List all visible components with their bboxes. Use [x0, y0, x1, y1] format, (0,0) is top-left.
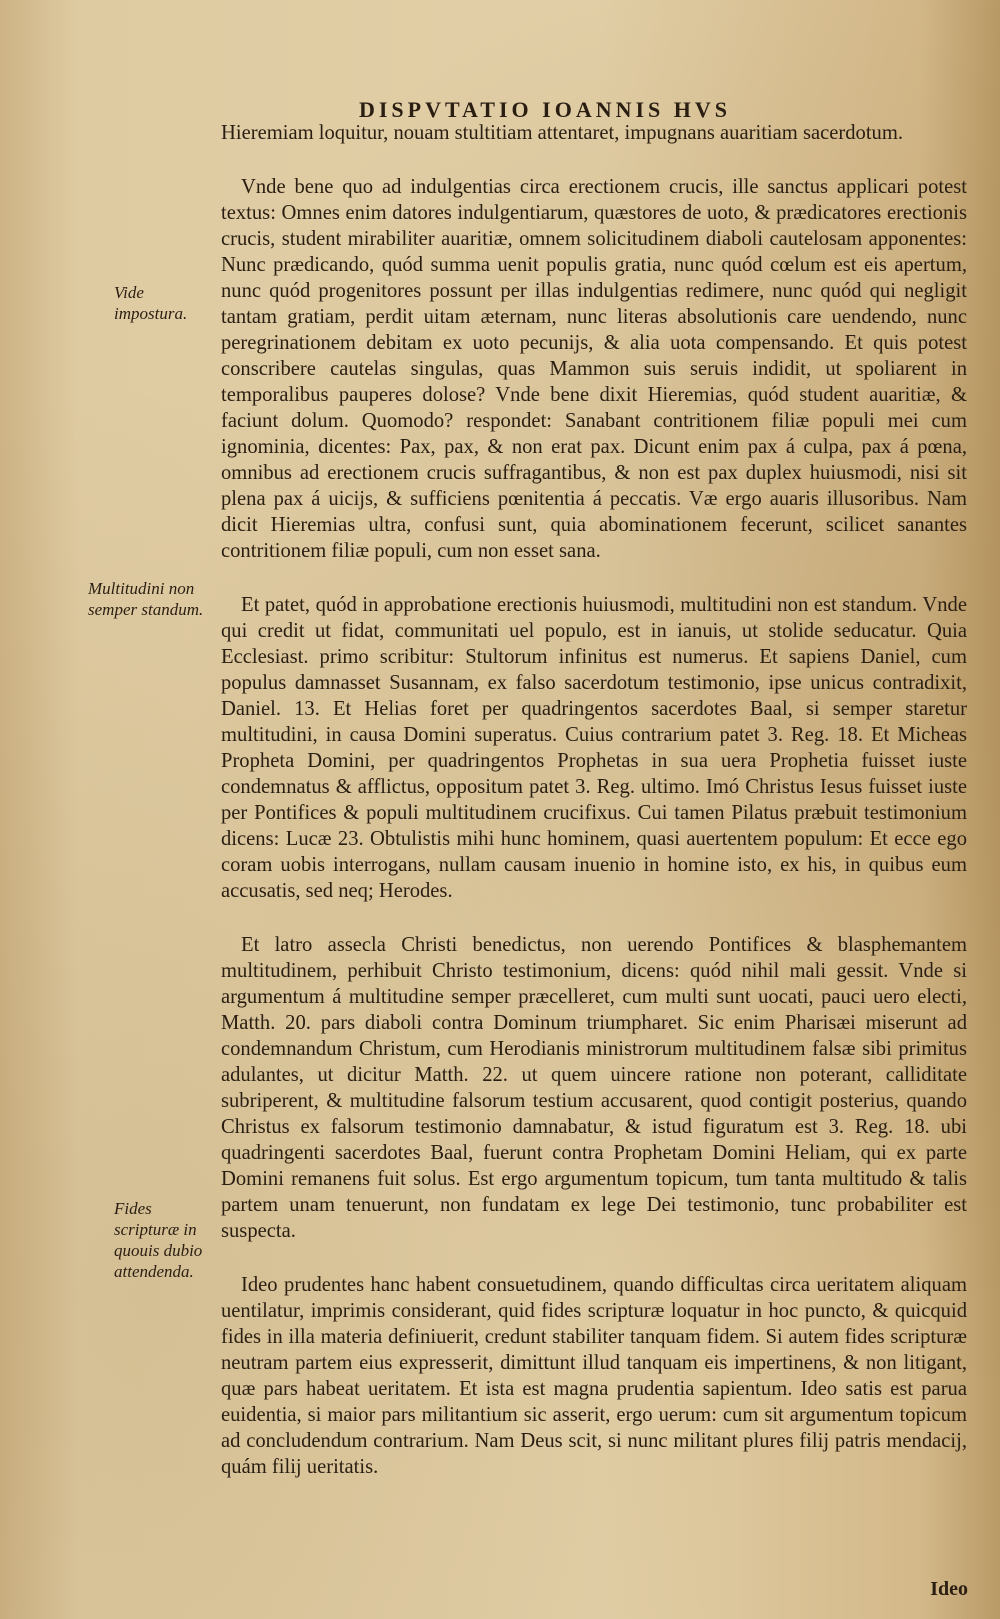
margin-note-3: Fides scripturæ in quouis dubio attendenda.: [114, 1199, 203, 1281]
paragraph-2: Vnde bene quo ad indulgentias circa erectionem crucis, ille sanctus applicari potest textus: Omnes enim datores indulgentiarum, quæstores de uoto, & prædicatores erectionis crucis, student mirabiliter auaritiæ, omnem solicitudinem diaboli cautelosam apponentes: Nunc prædicando, quód summa uenit populis gratia, nunc quód cœlum est eis apertum, nunc quód progenitores possunt per illas indulgentias redimere, nunc quód qui negligit tantam gratiam, perdit uitam æternam, nunc literas absolutionis care uendendo, nunc peregrinationem debitam ex uoto pecunijs, & alia uota compensando. Et quis potest conscribere cautelas singulas, quas Mammon suis seruis indidit, ut spoliarent in temporalibus pauperes dolose? Vnde bene dixit Hieremias, quód student auaritiæ, & faciunt dolum. Quomodo? respondet: Sanabant contritionem filiæ populi mei cum ignominia, dicentes: Pax, pax, & non erat pax. Dicunt enim pax á culpa, pax á pœna, omnibus ad erectionem crucis suffragantibus, & non est pax duplex huiusmodi, nisi sit plena pax á uicijs, & sufficiens pœnitentia á peccatis. Væ ergo auaris illusoribus. Nam dicit Hieremias ultra, confusi sunt, quia abominationem fecerunt, scilicet sanantes contritionem filiæ populi, cum non esset sana.: [221, 176, 967, 562]
paragraph-3: Et patet, quód in approbatione erectionis huiusmodi, multitudini non est standum. Vnde qui credit ut fidat, communitati uel populo, est in ianuis, ut stolide seducatur. Quia Ecclesiast. primo scribitur: Stultorum infinitus est numerus. Et sapiens Daniel, cum populus damnasset Susannam, ex falso sacerdotum testimonio, ipse unicus contradixit, Daniel. 13. Et Helias foret per quadringentos sacerdotes Baal, si semper staretur multitudini, in causa Domini superatus. Cuius contrarium patet 3. Reg. 18. Et Micheas Propheta Domini, per quadringentos Prophetas in sua uera Prophetia fuisset iuste condemnatus & afflictus, oppositum patet 3. Reg. ultimo. Imó Christus Iesus fuisset iuste per Pontifices & populi multitudinem crucifixus. Cui tamen Pilatus præbuit testimonium dicens: Lucæ 23. Obtulistis mihi hunc hominem, quasi auertentem populum: Et ecce ego coram uobis interrogans, nullam causam inuenio in homine isto, ex his, in quibus eum accusatis, sed neq; Herodes.: [221, 594, 967, 902]
main-text-column: [221, 120, 967, 1508]
paragraph-1: Hieremiam loquitur, nouam stultitiam attentaret, impugnans auaritiam sacerdotum.: [221, 122, 904, 144]
running-title: DISPVTATIO IOANNIS HVS: [358, 97, 732, 122]
margin-note-2: Multitudini non semper standum.: [88, 579, 204, 619]
paragraph-5: Ideo prudentes hanc habent consuetudinem, quando difficultas circa ueritatem aliquam uentilatur, imprimis considerant, quid fides scripturæ loquatur in hoc puncto, & quicquid fides in illa materia definiuerit, credunt stabiliter tanquam fidem. Si autem fides scripturæ neutram partem eius expresserit, dimittunt illud tanquam eis impertinens, & non litigant, quæ pars habeat ueritatem. Et ista est magna prudentia sapientum. Ideo satis est parua euidentia, si maior pars militantium sic asserit, ergo uerum: cum sit argumentum topicum ad concludendum contrarium. Nam Deus scit, si nunc militant plures filij patris mendacij, quám filij ueritatis.: [221, 1274, 967, 1478]
paragraph-4: Et latro assecla Christi benedictus, non uerendo Pontifices & blasphemantem multitudinem, perhibuit Christo testimonium, dicens: quód nihil mali gessit. Vnde si argumentum á multitudine semper præcelleret, cum multi sunt uocati, pauci uero electi, Matth. 20. pars diaboli contra Dominum triumpharet. Sic enim Pharisæi miserunt ad condemnandum Christum, cum Herodianis ministrorum multitudinem falsæ sibi primitus adulantes, ut dicitur Matth. 22. ut quem uincere ratione non poterant, calliditate subriperent, & multitudine falsorum testium accusarent, quod contigit posterius, quando Christus ex falsorum testimonio damnabatur, & istud figuratum est 3. Reg. 18. ubi quadringenti sacerdotes Baal, fuerunt contra Prophetam Domini Heliam, qui ex parte Domini remanens fuit solus. Est ergo argumentum topicum, tum tanta multitudo & talis partem unam tenuerunt, non fundatam ex lege Dei testimonio, tunc probabiliter est suspecta.: [221, 934, 967, 1242]
margin-note-1: Vide impostura.: [114, 283, 188, 323]
catchword: Ideo: [930, 1578, 968, 1600]
